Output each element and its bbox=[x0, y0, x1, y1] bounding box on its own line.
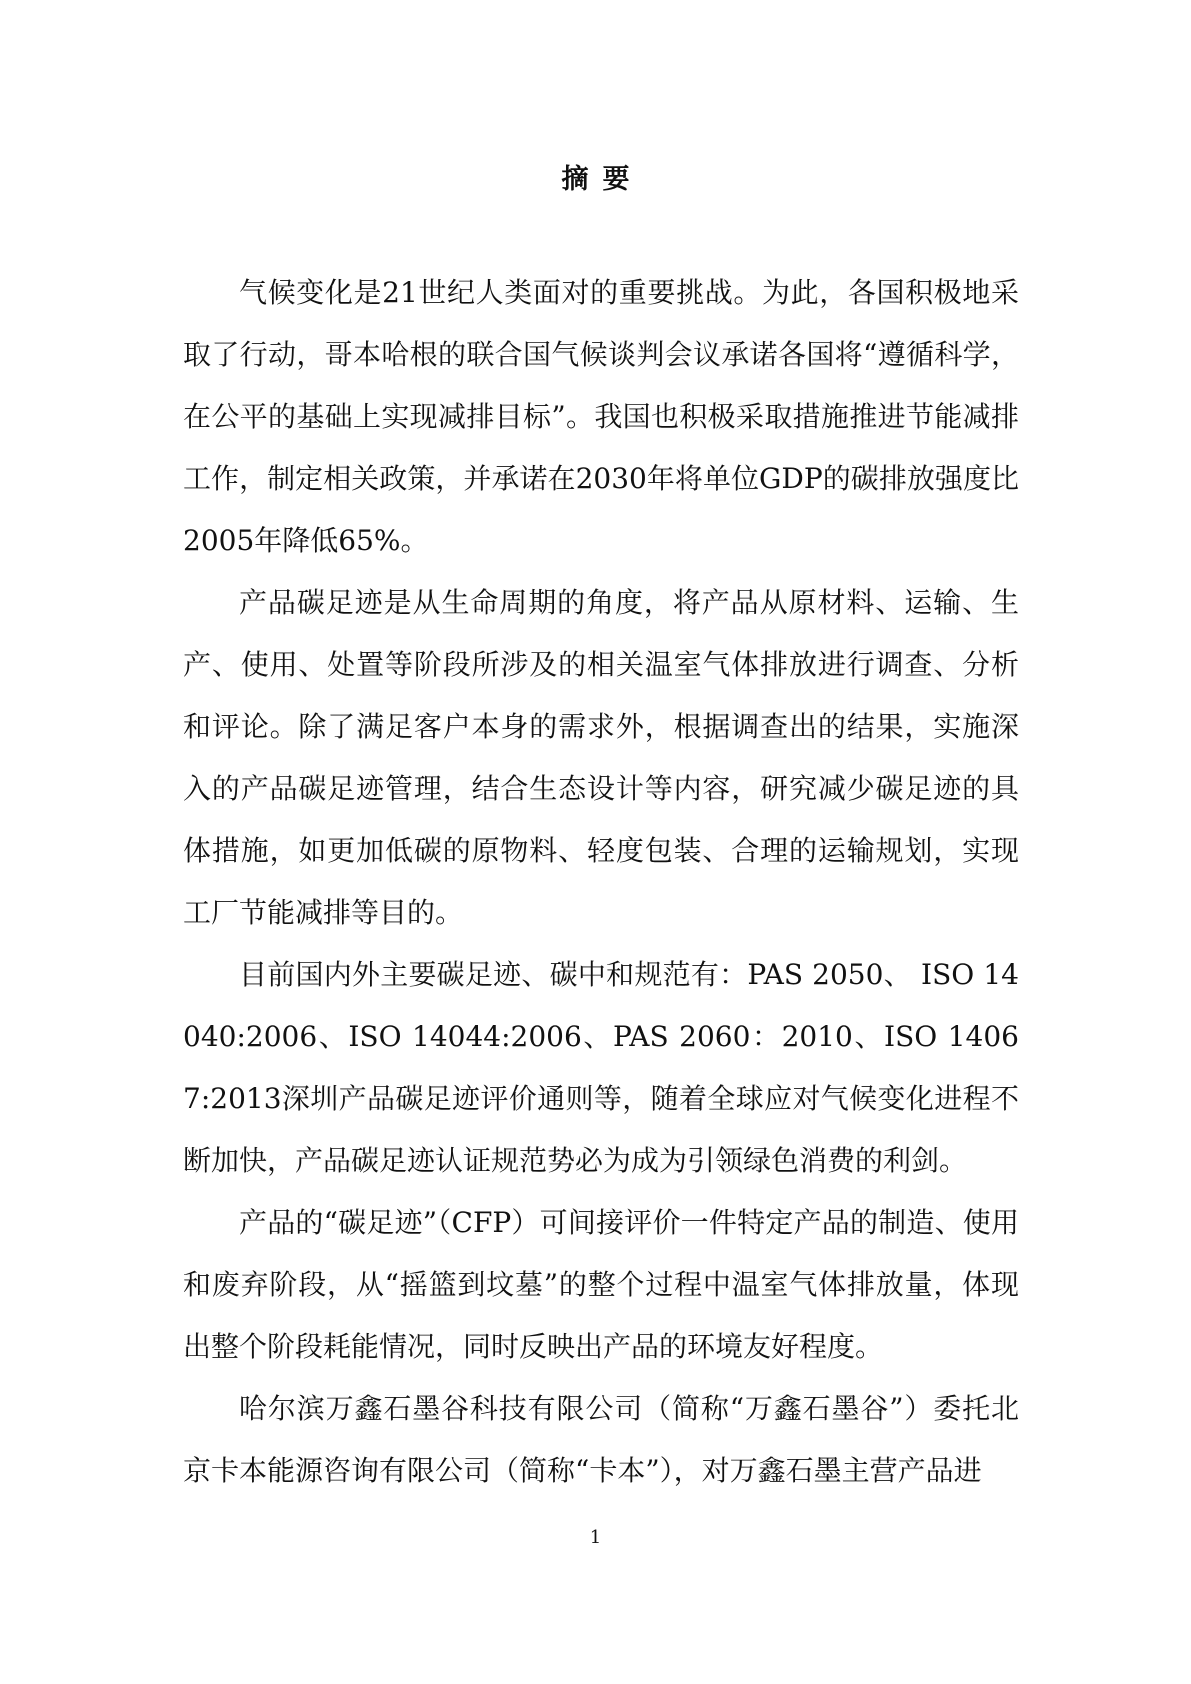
paragraph-standards: 目前国内外主要碳足迹、碳中和规范有：PAS 2050、 ISO 14040:2006、ISO 14044:2006、PAS 2060：2010、ISO 14067:2013深圳产品碳足迹评价通则等，随着全球应对气候变化进程不断加快，产品碳足迹认证规范势必为成为引领绿色消费的利剑。 bbox=[183, 958, 1019, 1177]
paragraph-company: 哈尔滨万鑫石墨谷科技有限公司（简称“万鑫石墨谷”）委托北京卡本能源咨询有限公司（简称“卡本”），对万鑫石墨主营产品进 bbox=[183, 1392, 1019, 1487]
page-title: 摘要 bbox=[561, 164, 644, 195]
paragraph-climate-change: 气候变化是21世纪人类面对的重要挑战。为此，各国积极地采取了行动，哥本哈根的联合国气候谈判会议承诺各国将“遵循科学，在公平的基础上实现减排目标”。我国也积极采取措施推进节能减排工作，制定相关政策，并承诺在2030年将单位GDP的碳排放强度比2005年降低65%。 bbox=[183, 276, 1019, 557]
paragraph-cfp: 产品的“碳足迹”（CFP）可间接评价一件特定产品的制造、使用和废弃阶段，从“摇篮到坟墓”的整个过程中温室气体排放量，体现出整个阶段耗能情况，同时反映出产品的环境友好程度。 bbox=[183, 1206, 1019, 1363]
page-number: 1 bbox=[589, 1527, 602, 1548]
paragraph-carbon-footprint-definition: 产品碳足迹是从生命周期的角度，将产品从原材料、运输、生产、使用、处置等阶段所涉及的相关温室气体排放进行调查、分析和评论。除了满足客户本身的需求外，根据调查出的结果，实施深入的产品碳足迹管理，结合生态设计等内容，研究减少碳足迹的具体措施，如更加低碳的原物料、轻度包装、合理的运输规划，实现工厂节能减排等目的。 bbox=[183, 586, 1019, 929]
abstract-body bbox=[183, 262, 1019, 1502]
